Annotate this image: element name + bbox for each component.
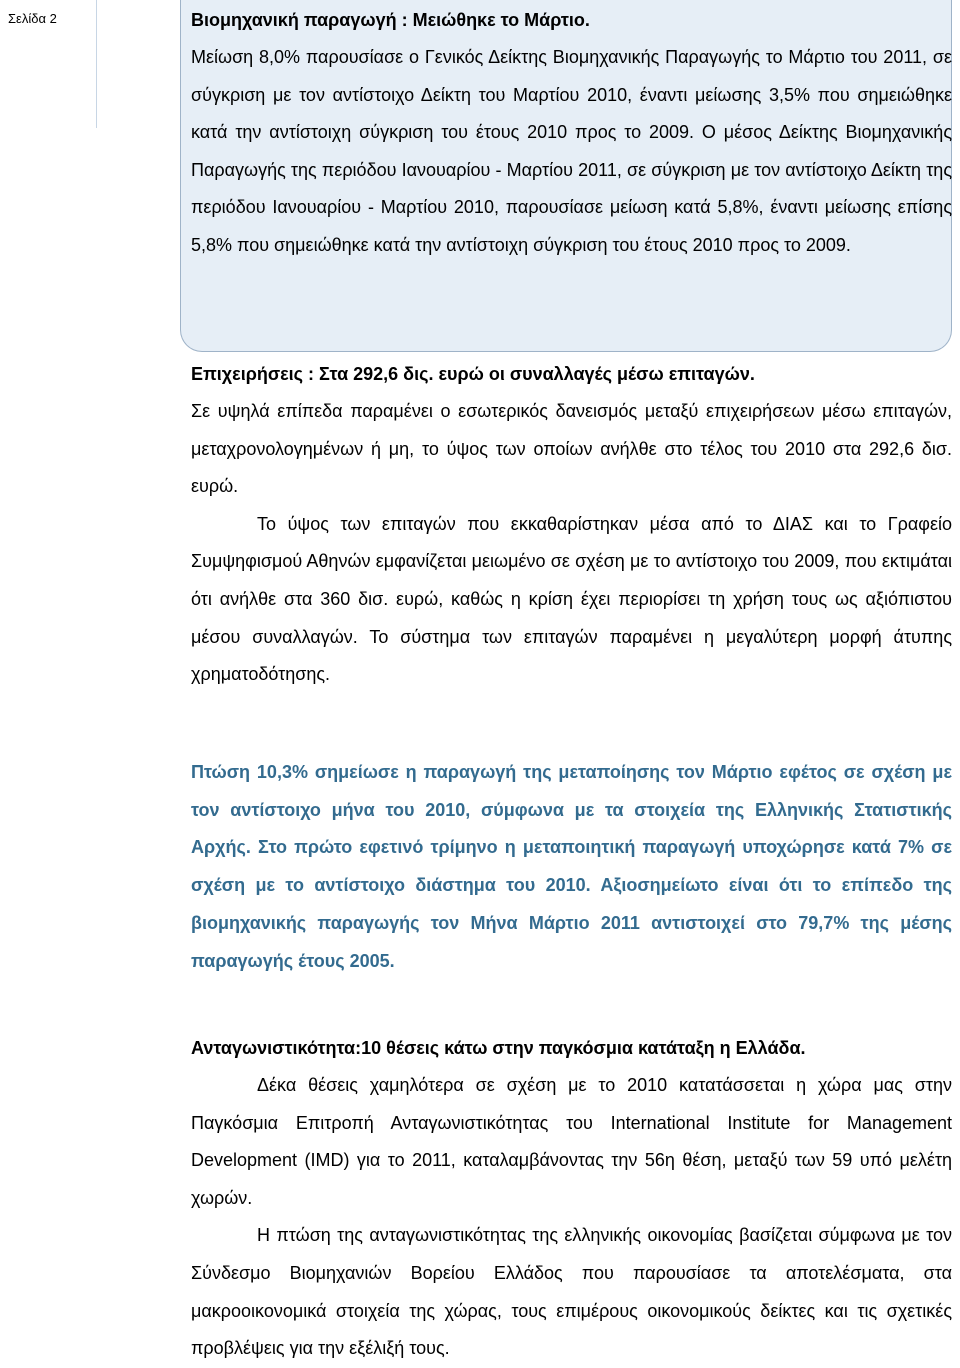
highlight-paragraph: Πτώση 10,3% σημείωσε η παραγωγή της μεταποίησης τον Μάρτιο εφέτος σε σχέση με τον αντίστοιχο μήνα του 2010, σύμφωνα με τα στοιχεία της Ελληνικής Στατιστικής Αρχής. Στο πρώτο εφετινό τρίμηνο η μεταποιητική παραγωγή υποχώρησε κατά 7% σε σχέση με το αντίστοιχο διάστημα του 2010. Αξιοσημείωτο είναι ότι το επίπεδο της βιομηχανικής παραγωγής τον Μήνα Μάρτιο 2011 αντιστοιχεί στο 79,7% της μέσης παραγωγής έτους 2005. — [191, 762, 952, 971]
section-paragraph: Η πτώση της ανταγωνιστικότητας της ελληνικής οικονομίας βασίζεται σύμφωνα με τον Σύνδεσμο Βιομηχανιών Βορείου Ελλάδος που παρουσίασε τα αποτελέσματα, στα μακροοικονομικά στοιχεία της χώρας, τους επιμέρους οικονομικούς δείκτες και τις σχετικές προβλέψεις για την εξέλιξή τους. — [191, 1225, 952, 1359]
margin-rule — [96, 0, 97, 128]
section-heading: Ανταγωνιστικότητα:10 θέσεις κάτω στην παγκόσμια κατάταξη η Ελλάδα. — [191, 1038, 806, 1058]
section-paragraph: Σε υψηλά επίπεδα παραμένει ο εσωτερικός δανεισμός μεταξύ επιχειρήσεων μέσω επιταγών, μεταχρονολογημένων ή μη, το ύψος των οποίων ανήλθε στο τέλος του 2010 στα 292,6 δισ. ευρώ. — [191, 401, 952, 497]
section-industrial-production — [191, 2, 952, 265]
section-paragraph: Μείωση 8,0% παρουσίασε ο Γενικός Δείκτης Βιομηχανικής Παραγωγής το Μάρτιο του 2011, σε σύγκριση με τον αντίστοιχο Δείκτη του Μαρτίου 2010, έναντι μείωσης 3,5% που σημειώθηκε κατά την αντίστοιχη σύγκριση του έτους 2010 προς το 2009. Ο μέσος Δείκτης Βιομηχανικής Παραγωγής της περιόδου Ιανουαρίου - Μαρτίου 2011, σε σύγκριση με τον αντίστοιχο Δείκτη της περιόδου Ιανουαρίου - Μαρτίου 2010, παρουσίασε μείωση κατά 5,8%, έναντι μείωσης επίσης 5,8% που σημειώθηκε κατά την αντίστοιχη σύγκριση του έτους 2010 προς το 2009. — [191, 47, 952, 255]
section-competitiveness — [191, 1030, 952, 1368]
section-heading: Επιχειρήσεις : Στα 292,6 δις. ευρώ οι συναλλαγές μέσω επιταγών. — [191, 364, 755, 384]
page-number-label: Σελίδα 2 — [8, 11, 57, 26]
section-heading: Βιομηχανική παραγωγή : Μειώθηκε το Μάρτιο. — [191, 10, 590, 30]
section-paragraph: Το ύψος των επιταγών που εκκαθαρίστηκαν μέσα από το ΔΙΑΣ και το Γραφείο Συμψηφισμού Αθηνών εμφανίζεται μειωμένο σε σχέση με το αντίστοιχο του 2009, που εκτιμάται ότι ανήλθε στα 360 δισ. ευρώ, καθώς η κρίση έχει περιορίσει τη χρήση τους ως αξιόπιστου μέσου συναλλαγών. Το σύστημα των επιταγών παραμένει η μεγαλύτερη μορφή άτυπης χρηματοδότησης. — [191, 513, 952, 685]
section-businesses-cheques — [191, 356, 952, 694]
section-paragraph: Δέκα θέσεις χαμηλότερα σε σχέση με το 2010 κατατάσσεται η χώρα μας στην Παγκόσμια Επιτροπή Ανταγωνιστικότητας του International Institute for Management Development (IMD) για το 2011, καταλαμβάνοντας την 56η θέση, μεταξύ των 59 υπό μελέτη χωρών. — [191, 1075, 952, 1208]
section-manufacturing-highlight — [191, 754, 952, 980]
